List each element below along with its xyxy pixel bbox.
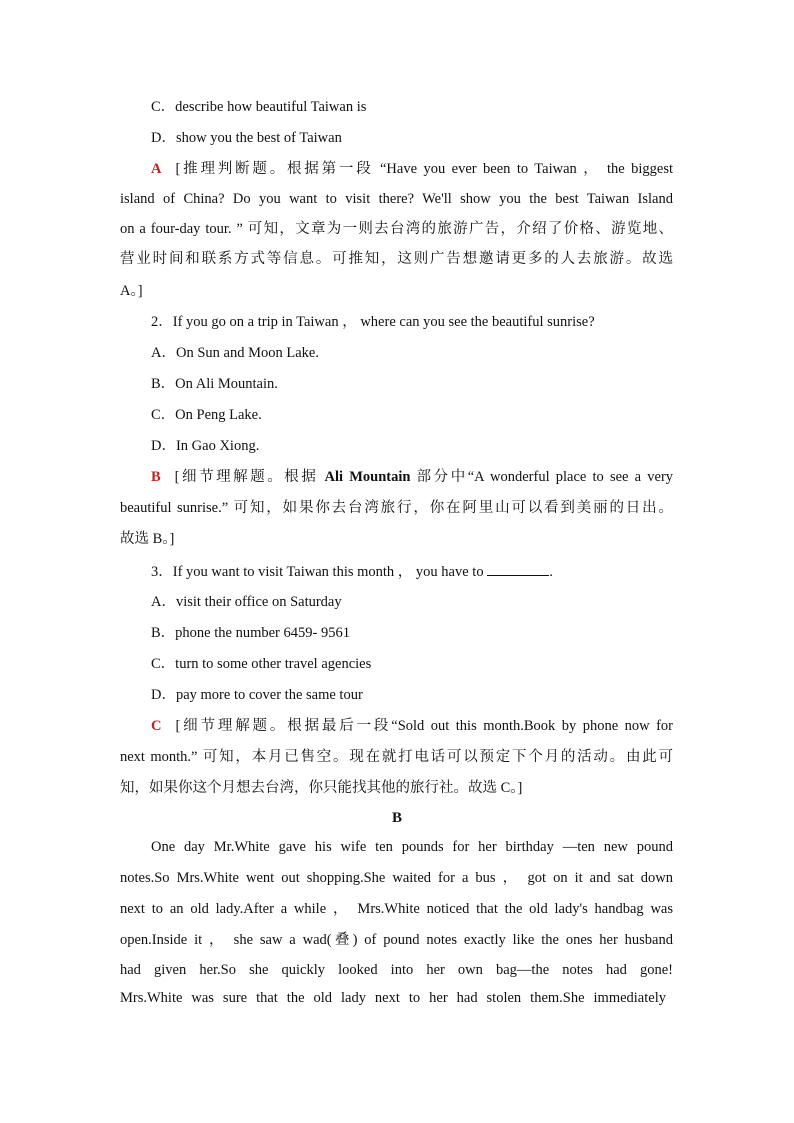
passage-line-1: One day Mr.White gave his wife ten pounds for her birthday —ten new pound xyxy=(151,839,673,855)
section-heading: B xyxy=(391,810,402,826)
q1-explanation-line-3: on a four-day tour. ” 可知，文章为一则去台湾的旅游广告，介绍了价格、游览地、 xyxy=(120,221,673,237)
q3-answer-blank xyxy=(487,561,549,576)
passage-line-6: Mrs.White was sure that the old lady next to her had stolen them.She immediately xyxy=(120,990,666,1006)
q1-answer: A xyxy=(151,161,162,177)
q3-stem: 3．If you want to visit Taiwan this month ， you have to . xyxy=(151,561,553,582)
q2-option-b: B．On Ali Mountain. xyxy=(151,376,278,392)
passage-line-5: had given her.So she quickly looked into her own bag—the notes had gone! xyxy=(120,962,673,978)
q2-answer: B xyxy=(151,469,161,485)
q3-option-d: D．pay more to cover the same tour xyxy=(151,687,363,703)
q3-option-c: C．turn to some other travel agencies xyxy=(151,656,372,672)
q1-explanation-line-1: A [推理判断题。根据第一段 “Have you ever been to Taiwan ， the biggest xyxy=(151,161,673,177)
q2-explanation-line-3: 故选 B。] xyxy=(120,531,175,547)
q2-option-a: A．On Sun and Moon Lake. xyxy=(151,345,319,361)
q3-explanation-line-3: 知，如果你这个月想去台湾，你只能找其他的旅行社。故选 C。] xyxy=(120,780,523,796)
q2-option-c: C．On Peng Lake. xyxy=(151,407,262,423)
q1-explanation-line-2: island of China? Do you want to visit there? We'll show you the best Taiwan Island xyxy=(120,191,673,207)
q1-explanation-line-4: 营业时间和联系方式等信息。可推知，这则广告想邀请更多的人去旅游。故选 xyxy=(120,251,673,267)
q2-option-d: D．In Gao Xiong. xyxy=(151,438,260,454)
q3-answer: C xyxy=(151,718,162,734)
q3-option-a: A．visit their office on Saturday xyxy=(151,594,342,610)
q2-section-ref: Ali Mountain xyxy=(324,469,411,485)
passage-line-2: notes.So Mrs.White went out shopping.She waited for a bus ， got on it and sat down xyxy=(120,870,673,886)
q2-explanation-line-2: beautiful sunrise.” 可知，如果你去台湾旅行，你在阿里山可以看到美丽的日出。 xyxy=(120,500,673,516)
q3-explanation-line-2: next month.” 可知，本月已售空。现在就打电话可以预定下个月的活动。由此可 xyxy=(120,749,673,765)
q2-stem: 2．If you go on a trip in Taiwan ， where can you see the beautiful sunrise? xyxy=(151,314,595,330)
q1-explanation-line-5: A。] xyxy=(120,283,143,299)
q1-option-d: D．show you the best of Taiwan xyxy=(151,130,342,146)
q3-explanation-line-1: C [细节理解题。根据最后一段“Sold out this month.Book by phone now for xyxy=(151,718,673,734)
q1-option-c: C．describe how beautiful Taiwan is xyxy=(151,99,367,115)
passage-line-4: open.Inside it ， she saw a wad(叠) of pound notes exactly like the ones her husband xyxy=(120,932,673,948)
passage-line-3: next to an old lady.After a while ， Mrs.White noticed that the old lady's handbag was xyxy=(120,901,673,917)
q2-explanation-line-1: B [细节理解题。根据 Ali Mountain 部分中“A wonderful place to see a very xyxy=(151,469,674,485)
q3-option-b: B．phone the number 6459- 9561 xyxy=(151,625,350,641)
